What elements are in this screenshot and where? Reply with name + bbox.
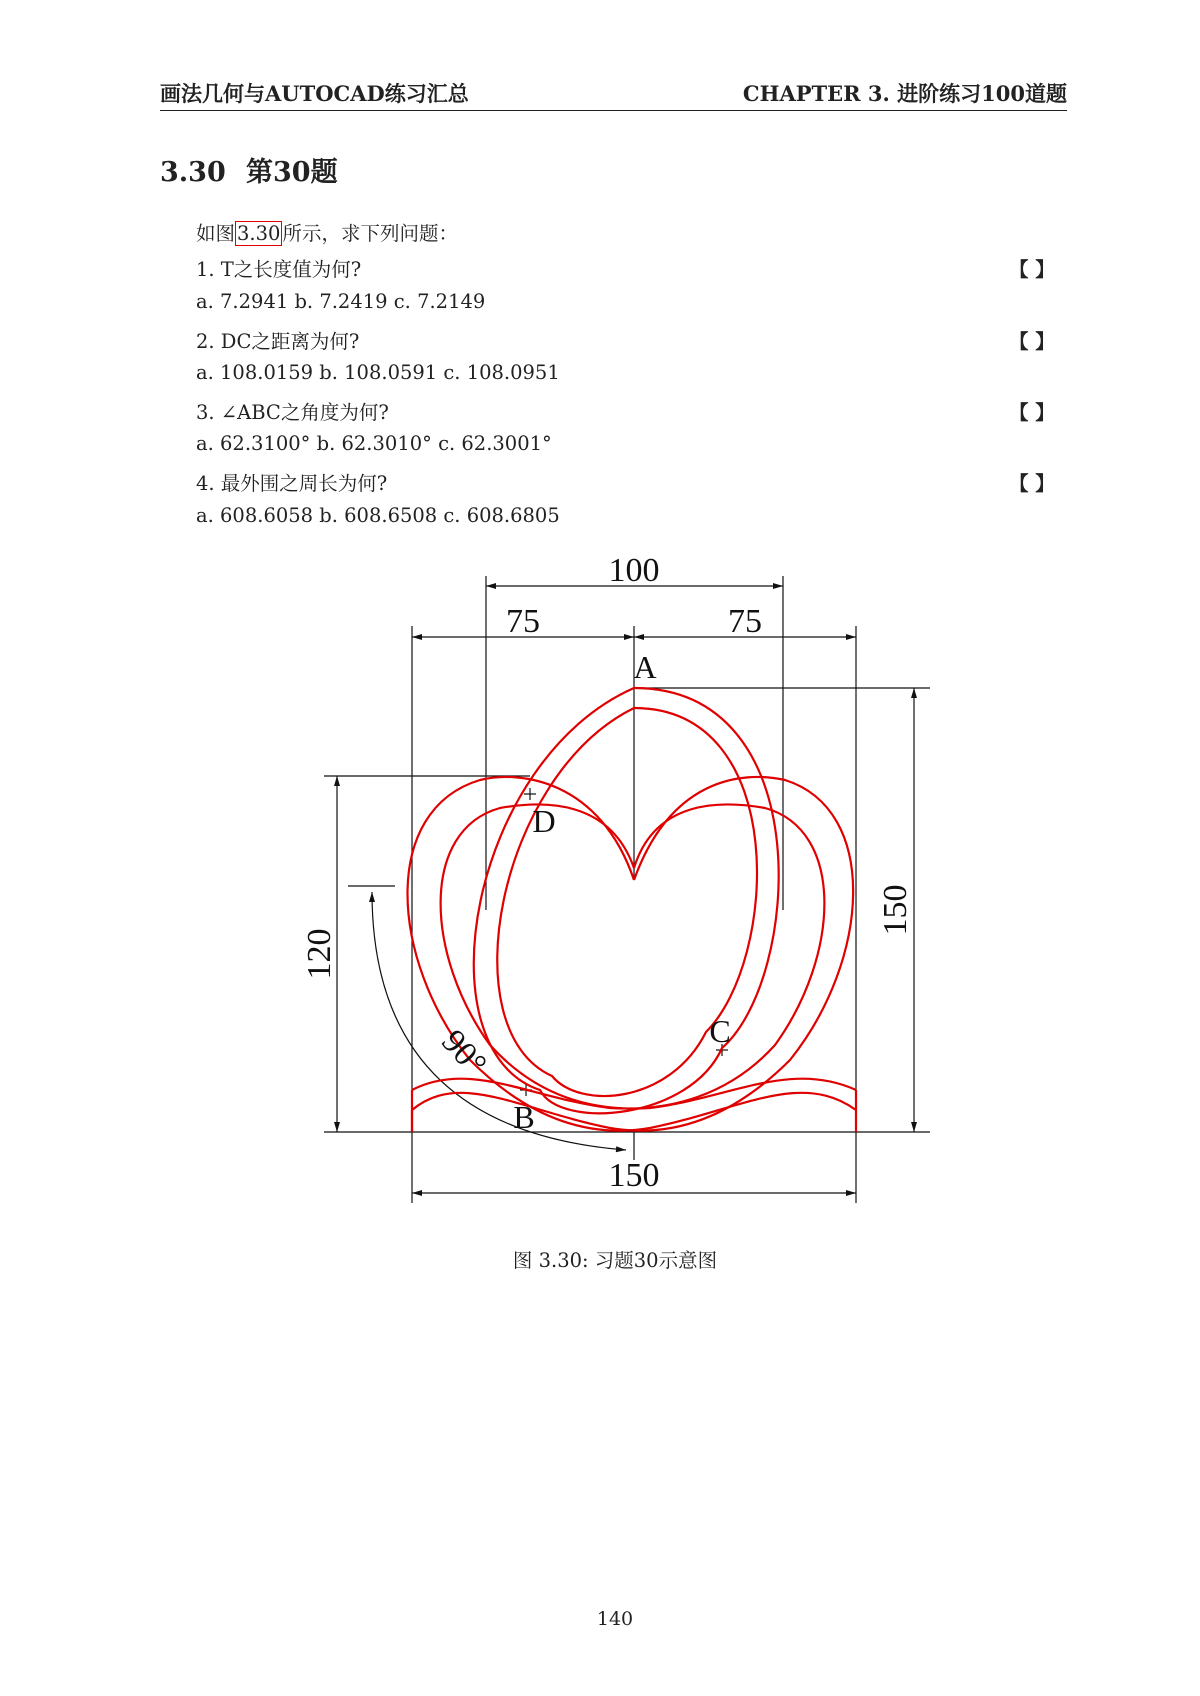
options-4: a. 608.6058 b. 608.6508 c. 608.6805 bbox=[196, 504, 560, 527]
question-2: 2. DC之距离为何? bbox=[196, 330, 360, 353]
question-1: 1. T之长度值为何? bbox=[196, 258, 362, 281]
point-label-b: B bbox=[513, 1099, 535, 1135]
question-4: 4. 最外围之周长为何? bbox=[196, 472, 388, 495]
dim-angle-90: 90° bbox=[434, 1022, 494, 1084]
section-number: 3.30 bbox=[160, 157, 226, 188]
section-title: 第30题 bbox=[246, 157, 338, 188]
dim-right-75: 75 bbox=[728, 603, 762, 640]
answer-bracket-1: 【 】 bbox=[1009, 258, 1055, 281]
header-book-title: 画法几何与AUTOCAD练习汇总 bbox=[160, 81, 469, 106]
intro-prefix: 如图 bbox=[196, 222, 236, 245]
running-header bbox=[160, 74, 1067, 111]
intro-suffix: 所示，求下列问题： bbox=[282, 222, 458, 245]
options-1: a. 7.2941 b. 7.2419 c. 7.2149 bbox=[196, 290, 486, 313]
answer-bracket-2: 【 】 bbox=[1009, 330, 1055, 353]
options-3: a. 62.3100° b. 62.3010° c. 62.3001° bbox=[196, 432, 552, 455]
page-number: 140 bbox=[596, 1608, 634, 1630]
dim-height-120: 120 bbox=[301, 928, 338, 980]
point-label-c: C bbox=[709, 1013, 731, 1049]
question-3: 3. ∠ABC之角度为何? bbox=[196, 401, 389, 424]
header-chapter: CHAPTER 3. 进阶练习100道题 bbox=[742, 81, 1067, 106]
point-label-d: D bbox=[532, 803, 556, 839]
dim-top-100: 100 bbox=[608, 552, 660, 589]
figure-3-30 bbox=[0, 530, 1200, 1230]
section-heading bbox=[160, 150, 338, 189]
dim-left-75: 75 bbox=[506, 603, 540, 640]
answer-bracket-4: 【 】 bbox=[1009, 472, 1055, 495]
point-label-a: A bbox=[633, 649, 657, 685]
intro-text bbox=[196, 218, 458, 246]
figure-reference-link[interactable]: 3.30 bbox=[237, 222, 281, 245]
figure-caption: 图 3.30: 习题30示意图 bbox=[512, 1249, 718, 1272]
options-2: a. 108.0159 b. 108.0591 c. 108.0951 bbox=[196, 361, 560, 384]
answer-bracket-3: 【 】 bbox=[1009, 401, 1055, 424]
dim-bottom-150: 150 bbox=[608, 1157, 660, 1194]
dim-height-150: 150 bbox=[877, 884, 914, 936]
